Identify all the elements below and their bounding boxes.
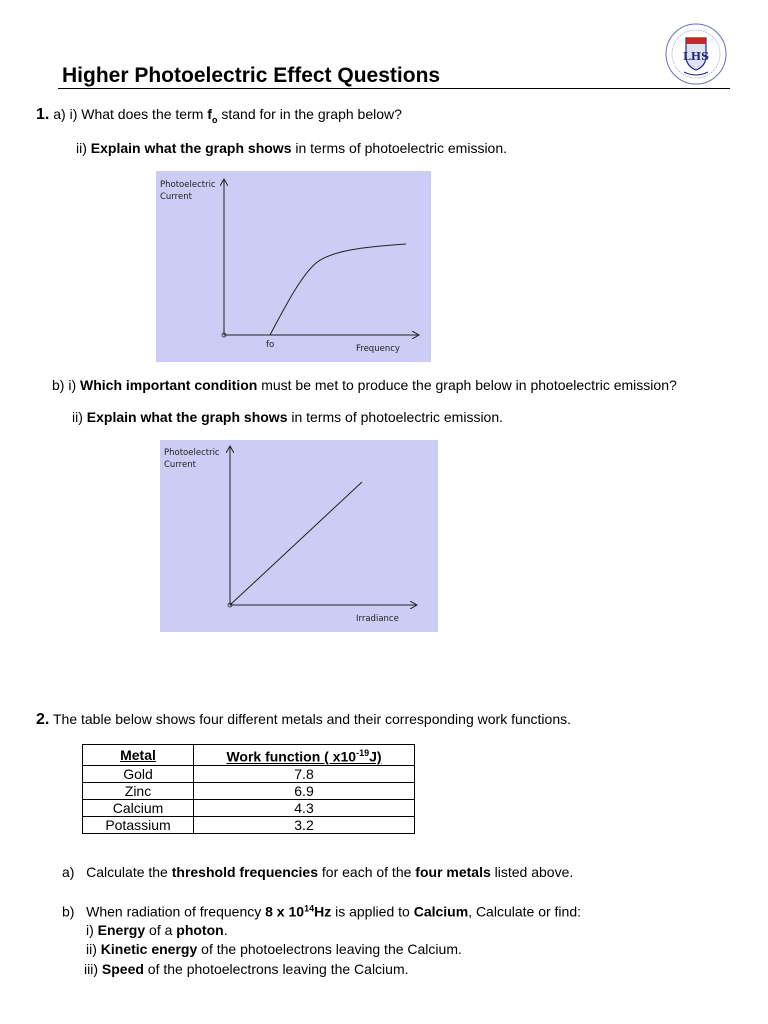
q1-a-i-prefix: i) What does the term — [69, 106, 208, 122]
q1-b-bold: Which important condition — [80, 377, 258, 393]
q2-b-freq-unit: Hz — [314, 903, 332, 920]
graph2-ylabel-2: Current — [164, 460, 196, 470]
q2-b — [62, 903, 581, 920]
q2-b-freq-exp: 14 — [304, 903, 315, 913]
q1-a-ii-prefix: ii) — [76, 140, 91, 156]
q1-b-ii-bold: Explain what the graph shows — [86, 409, 288, 425]
q2-b-i-mid: of a — [145, 922, 177, 938]
q2-intro — [36, 711, 571, 729]
q1-a-i — [36, 106, 402, 125]
q2-intro-text: The table below shows four different metals and their corresponding work functions. — [52, 711, 572, 727]
q2-b-i-bold2: photon — [176, 922, 224, 938]
q2-b-metal: Calcium — [413, 903, 469, 920]
title-underline — [58, 88, 730, 89]
q2-b-ii-bold: Kinetic energy — [100, 941, 198, 957]
q1-a-ii-suffix: in terms of photoelectric emission. — [291, 140, 508, 156]
q2-b-iii-prefix: iii) — [84, 961, 102, 977]
table-header-row — [83, 745, 415, 766]
table-cell-value: 4.3 — [194, 799, 415, 816]
graph1-x-tick: fo — [266, 340, 275, 350]
table-header-metal: Metal — [83, 745, 194, 766]
table-cell-value: 6.9 — [194, 782, 415, 799]
work-function-table — [82, 744, 415, 834]
table-cell-metal: Calcium — [83, 799, 194, 816]
table-row — [83, 782, 415, 799]
q2-number: 2. — [36, 711, 50, 728]
q1-b-ii-prefix: ii) — [72, 409, 87, 425]
q2-a-suffix: listed above. — [490, 864, 574, 880]
q2-b-iii-suffix: of the photoelectrons leaving the Calcium. — [143, 961, 409, 977]
q2-a — [62, 864, 573, 880]
q2-b-i — [86, 922, 228, 938]
table-cell-metal: Zinc — [83, 782, 194, 799]
table-header-work-function — [194, 745, 415, 766]
q1-number: 1. — [36, 106, 50, 123]
work-function-table-wrap — [82, 744, 415, 834]
q2-b-prefix: When radiation of frequency — [86, 903, 266, 920]
q2-b-iii-bold: Speed — [101, 961, 144, 977]
q1-a-ii-bold: Explain what the graph shows — [90, 140, 292, 156]
q2-b-ii-suffix: of the photoelectrons leaving the Calcium. — [197, 941, 462, 957]
q2-b-freq: 8 x 10 — [265, 903, 305, 920]
q2-b-i-suffix: . — [223, 922, 228, 938]
q2-b-ii-prefix: ii) — [86, 941, 101, 957]
table-row — [83, 765, 415, 782]
q1-a-label: a) — [53, 106, 66, 122]
school-crest-logo — [662, 22, 730, 86]
q2-a-label: a) — [62, 864, 75, 880]
graph1-curve — [270, 244, 406, 335]
q2-a-mid: for each of the — [318, 864, 416, 880]
q2-a-prefix: Calculate the — [86, 864, 172, 880]
graph1-ylabel-2: Current — [160, 192, 192, 202]
q1-b-prefix: b) i) — [52, 377, 80, 393]
table-cell-metal: Gold — [83, 765, 194, 782]
graph1-ylabel-1: Photoelectric — [160, 180, 216, 190]
q2-b-label: b) — [62, 903, 75, 920]
q1-b-i — [52, 377, 677, 393]
q1-a-i-suffix: stand for in the graph below? — [217, 106, 402, 122]
graph-current-vs-frequency — [156, 171, 431, 362]
q2-a-bold1: threshold frequencies — [171, 864, 318, 880]
graph2-xlabel: Irradiance — [356, 614, 399, 624]
q2-b-suffix: , Calculate or find: — [468, 903, 582, 920]
q1-b-ii-suffix: in terms of photoelectric emission. — [287, 409, 504, 425]
crest-letters: LHS — [682, 50, 710, 63]
q2-b-i-bold1: Energy — [97, 922, 146, 938]
q1-b-ii — [72, 409, 503, 425]
table-cell-metal: Potassium — [83, 816, 194, 833]
table-row — [83, 816, 415, 833]
q2-b-iii — [84, 961, 409, 977]
q1-a-i-term: f — [207, 106, 212, 122]
q2-b-mid: is applied to — [331, 903, 414, 920]
q2-a-bold2: four metals — [415, 864, 491, 880]
table-cell-value: 3.2 — [194, 816, 415, 833]
table-row — [83, 799, 415, 816]
q2-b-ii — [86, 941, 462, 957]
header-work-prefix: Work function ( x10 — [226, 748, 357, 765]
graph-current-vs-irradiance — [160, 440, 438, 632]
graph2-ylabel-1: Photoelectric — [164, 448, 220, 458]
q1-a-i-term-sub: o — [211, 114, 218, 125]
q1-a-ii — [76, 140, 507, 156]
graph1-xlabel: Frequency — [356, 344, 400, 354]
page-title: Higher Photoelectric Effect Questions — [62, 64, 441, 87]
table-cell-value: 7.8 — [194, 765, 415, 782]
graph2-line — [230, 482, 362, 605]
q2-b-i-prefix: i) — [86, 922, 98, 938]
q1-b-suffix: must be met to produce the graph below in photoelectric emission? — [257, 377, 677, 393]
header-work-exp: -19 — [356, 748, 370, 758]
header-work-suffix: J) — [369, 748, 382, 765]
